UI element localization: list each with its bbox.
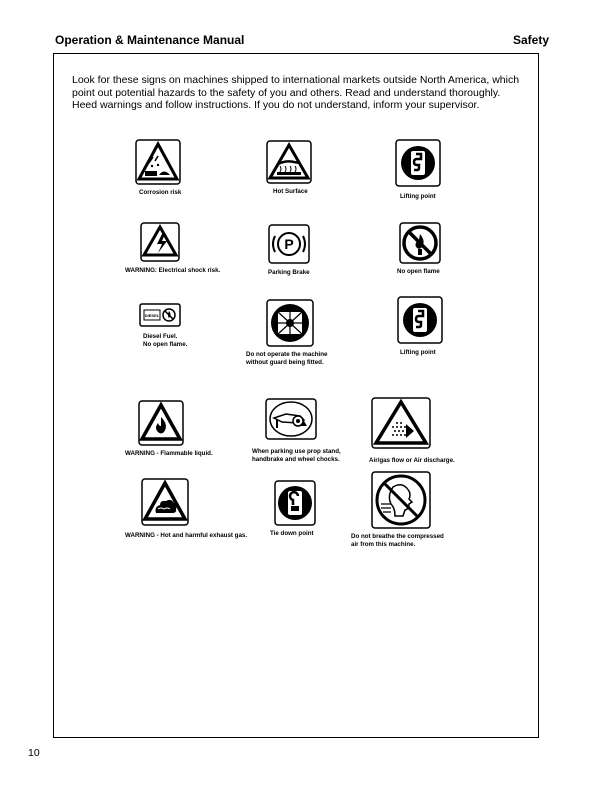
electrical-shock-sign bbox=[140, 222, 180, 262]
air-discharge-caption: Air/gas flow or Air discharge. bbox=[369, 457, 455, 464]
no-breathe-sign bbox=[371, 471, 431, 529]
no-breathe-caption: Do not breathe the compressed air from this machine. bbox=[351, 533, 444, 548]
section-title: Safety bbox=[512, 33, 549, 47]
tie-down-caption: Tie down point bbox=[270, 530, 314, 537]
diesel-fuel-caption: Diesel Fuel. No open flame. bbox=[143, 333, 188, 348]
lifting-point-sign-1 bbox=[395, 139, 441, 187]
air-discharge-sign bbox=[371, 397, 431, 449]
guard-fitted-caption: Do not operate the machine without guard being fitted. bbox=[246, 351, 328, 366]
exhaust-gas-caption: WARNING - Hot and harmful exhaust gas. bbox=[125, 532, 248, 539]
diesel-label: DIESEL bbox=[144, 313, 160, 318]
electrical-shock-caption: WARNING: Electrical shock risk. bbox=[125, 267, 221, 274]
parking-brake-caption: Parking Brake bbox=[268, 269, 310, 276]
parking-brake-letter: P bbox=[284, 236, 294, 252]
tie-down-sign bbox=[274, 480, 316, 526]
flammable-liquid-sign bbox=[138, 400, 184, 446]
intro-paragraph: Look for these signs on machines shipped to international markets outside North America, which point out potential hazards to the safety of you and others. Read and understand thoroughly. Heed warnings and follow instructions. If you do not understand, inform your supervisor. bbox=[72, 74, 520, 112]
exhaust-gas-sign bbox=[141, 478, 189, 526]
diesel-fuel-sign bbox=[139, 303, 181, 327]
no-open-flame-sign bbox=[399, 222, 441, 264]
prop-stand-sign bbox=[265, 398, 317, 440]
corrosion-risk-sign bbox=[135, 139, 181, 185]
lifting-point-caption-2: Lifting point bbox=[400, 349, 436, 356]
lifting-point-caption-1: Lifting point bbox=[400, 193, 436, 200]
hot-surface-caption: Hot Surface bbox=[273, 188, 308, 195]
page-number: 10 bbox=[28, 747, 40, 759]
parking-brake-sign bbox=[268, 224, 310, 264]
hot-surface-sign bbox=[266, 140, 312, 184]
no-open-flame-caption: No open flame bbox=[397, 268, 440, 275]
manual-title: Operation & Maintenance Manual bbox=[55, 33, 245, 47]
flammable-liquid-caption: WARNING - Flammable liquid. bbox=[125, 450, 213, 457]
lifting-point-sign-2 bbox=[397, 296, 443, 344]
guard-fitted-sign bbox=[266, 299, 314, 347]
corrosion-risk-caption: Corrosion risk bbox=[139, 189, 182, 196]
prop-stand-caption: When parking use prop stand, handbrake and wheel chocks. bbox=[252, 448, 341, 463]
